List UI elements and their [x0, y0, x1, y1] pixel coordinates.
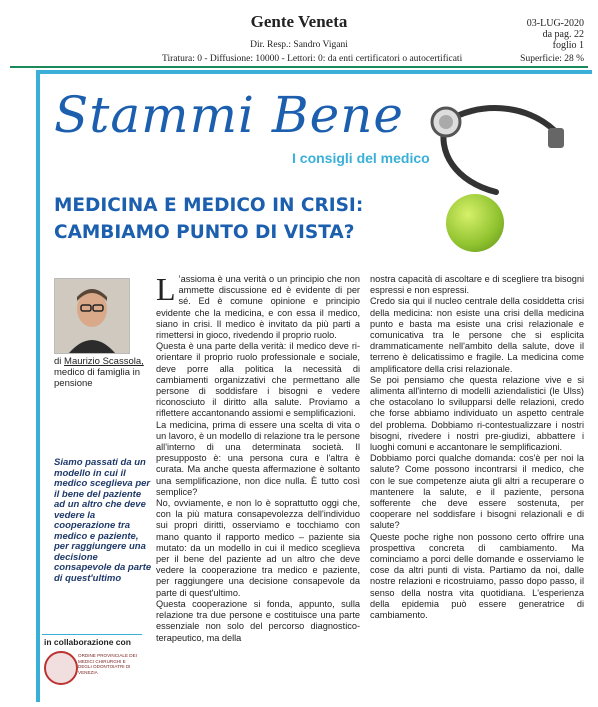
col2-paragraph: Se poi pensiamo che questa relazione vive e si alimenta all'interno di modelli aziendalistici (le Ulss) che ostacolano lo svilupparsi delle relazioni, credo che forse abbiamo individuato un aspetto centrale del problema. Dobbiamo ri-contestualizzare i nostri bisogni, rivedere i nostri pre-giudizi, abbattere i luoghi comuni e accantonare le semplificazioni.	[370, 374, 584, 453]
col1-paragraph: No, ovviamente, e non lo è soprattutto oggi che, con la più matura consapevolezza dell'individuo sui propri diritti, osserviamo e tocchiamo con mano quanto il rapporto medico – paziente sia mutato: da un modello in cui il medico sceglieva per il bene del paziente ad un altro che deve vedere la cooperazione tra medico e paziente, per raggiungere una decisione consapevole da parte di quest'ultimo.	[156, 498, 360, 598]
col2-paragraph: Credo sia qui il nucleo centrale della cosiddetta crisi della medicina: non esiste una crisi della medicina punto e basta ma esiste una crisi relazionale e comunicativa tra le persone che si esplicita drammaticamente nell'ambito della salute, dove il terreno è delicatissimo e fragile. La medicina come amplificatore della crisi relazionale.	[370, 296, 584, 374]
article-clipping	[36, 70, 592, 702]
byline-prefix: di	[54, 356, 62, 367]
author-photo	[54, 278, 130, 354]
drop-cap: L	[156, 271, 176, 307]
stethoscope-illustration	[416, 92, 566, 204]
medical-order-seal-icon	[44, 651, 78, 685]
collaboration-org: ORDINE PROVINCIALE DEI MEDICI CHIRURGHI E DEGLI ODONTOIATRI DI VENEZIA	[78, 653, 137, 675]
green-apple-illustration	[446, 194, 504, 252]
publication-title: Gente Veneta	[250, 12, 348, 31]
circulation-stats: Tiratura: 0 - Diffusione: 10000 - Lettori: 0: da enti certificatori o autocertificati	[162, 54, 463, 64]
page-ref: da pag. 22	[542, 29, 584, 40]
headline-line-2: CAMBIAMO PUNTO DI VISTA?	[54, 222, 355, 243]
article-column-2	[370, 274, 584, 621]
col1-paragraph: Questa è una parte della verità: il medico deve ri-orientare il proprio ruolo professionale e sociale, deve porre alla politica la necessità di cambiamenti organizzativi che permettano alle persone di soddisfare i bisogni e vedere riconosciuto il diritto alla salute. Proviamo a riflettere accantonando assiomi e semplificazioni.	[156, 341, 360, 419]
article-column-1	[156, 271, 360, 644]
collaboration-box	[42, 634, 142, 685]
author-portrait-icon	[55, 279, 129, 353]
surface-percent: Superficie: 28 %	[520, 54, 584, 64]
section-brand: Stammi Bene	[54, 86, 404, 144]
sheet-ref: foglio 1	[552, 40, 584, 51]
col1-paragraph: La medicina, prima di essere una scelta di vita o un lavoro, è un modello di relazione tra le persone all'interno di una determinata società. Il presupposto è: una persona cura e l'altra è curata. Ma anche questa affermazione è soltanto una semplificazione, non dice nulla. È tutto così semplice?	[156, 419, 360, 497]
pull-quote: Siamo passati da un modello in cui il medico sceglieva per il bene del paziente ad un altro che deve vedere la cooperazione tra medico e paziente, per raggiungere una decisione consapevole da parte di quest'ultimo	[54, 457, 152, 584]
date: 03-LUG-2020	[526, 18, 584, 29]
col2-paragraph: Queste poche righe non possono certo offrire una prospettiva concreta di cambiamento. Ma cominciamo a porci delle domande e osserviamo le cose da altri punti di vista. Partiamo da noi, dalle nostre relazioni e ricostruiamo, passo dopo passo, il senso della nostra vita quotidiana. L'esperienza della epidemia può essere generatrice di cambiamento.	[370, 531, 584, 621]
col2-paragraph: Dobbiamo porci qualche domanda: cos'è per noi la salute? Come possono incontrarsi il medico, che con le sue competenze aiuta gli altri a recuperare o mantenere la salute, e il paziente, persona sofferente che deve essere sostenuta, per cooperare nel soddisfare i bisogni relazionali e di salute?	[370, 453, 584, 531]
headline-line-1: MEDICINA E MEDICO IN CRISI:	[54, 195, 364, 216]
article-headline	[54, 192, 363, 246]
header-divider	[10, 66, 588, 68]
author-byline	[54, 356, 154, 367]
author-role: medico di famiglia in pensione	[54, 367, 141, 389]
director-line: Dir. Resp.: Sandro Vigani	[250, 40, 348, 50]
collaboration-label: in collaborazione con	[44, 637, 131, 647]
col1-paragraph: ’assioma è una verità o un principio che non ammette discussione ed è evidente di per sé. Ed è comune opinione e principio evidente che la medicina, e con essa il medico, siano in crisi. Il medico è invitato da più parti a rimettersi in gioco, rivedendo il proprio ruolo.	[156, 274, 360, 341]
section-subtitle: I consigli del medico	[292, 150, 430, 166]
col1-paragraph: Questa cooperazione si fonda, appunto, sulla relazione tra due persone e costituisce una parte essenziale non solo del percorso diagnostico-terapeutico, ma della	[156, 598, 360, 643]
col2-paragraph: nostra capacità di ascoltare e di scegliere tra bisogni espressi e non espressi.	[370, 274, 584, 296]
author-name: Maurizio Scassola,	[64, 356, 144, 367]
